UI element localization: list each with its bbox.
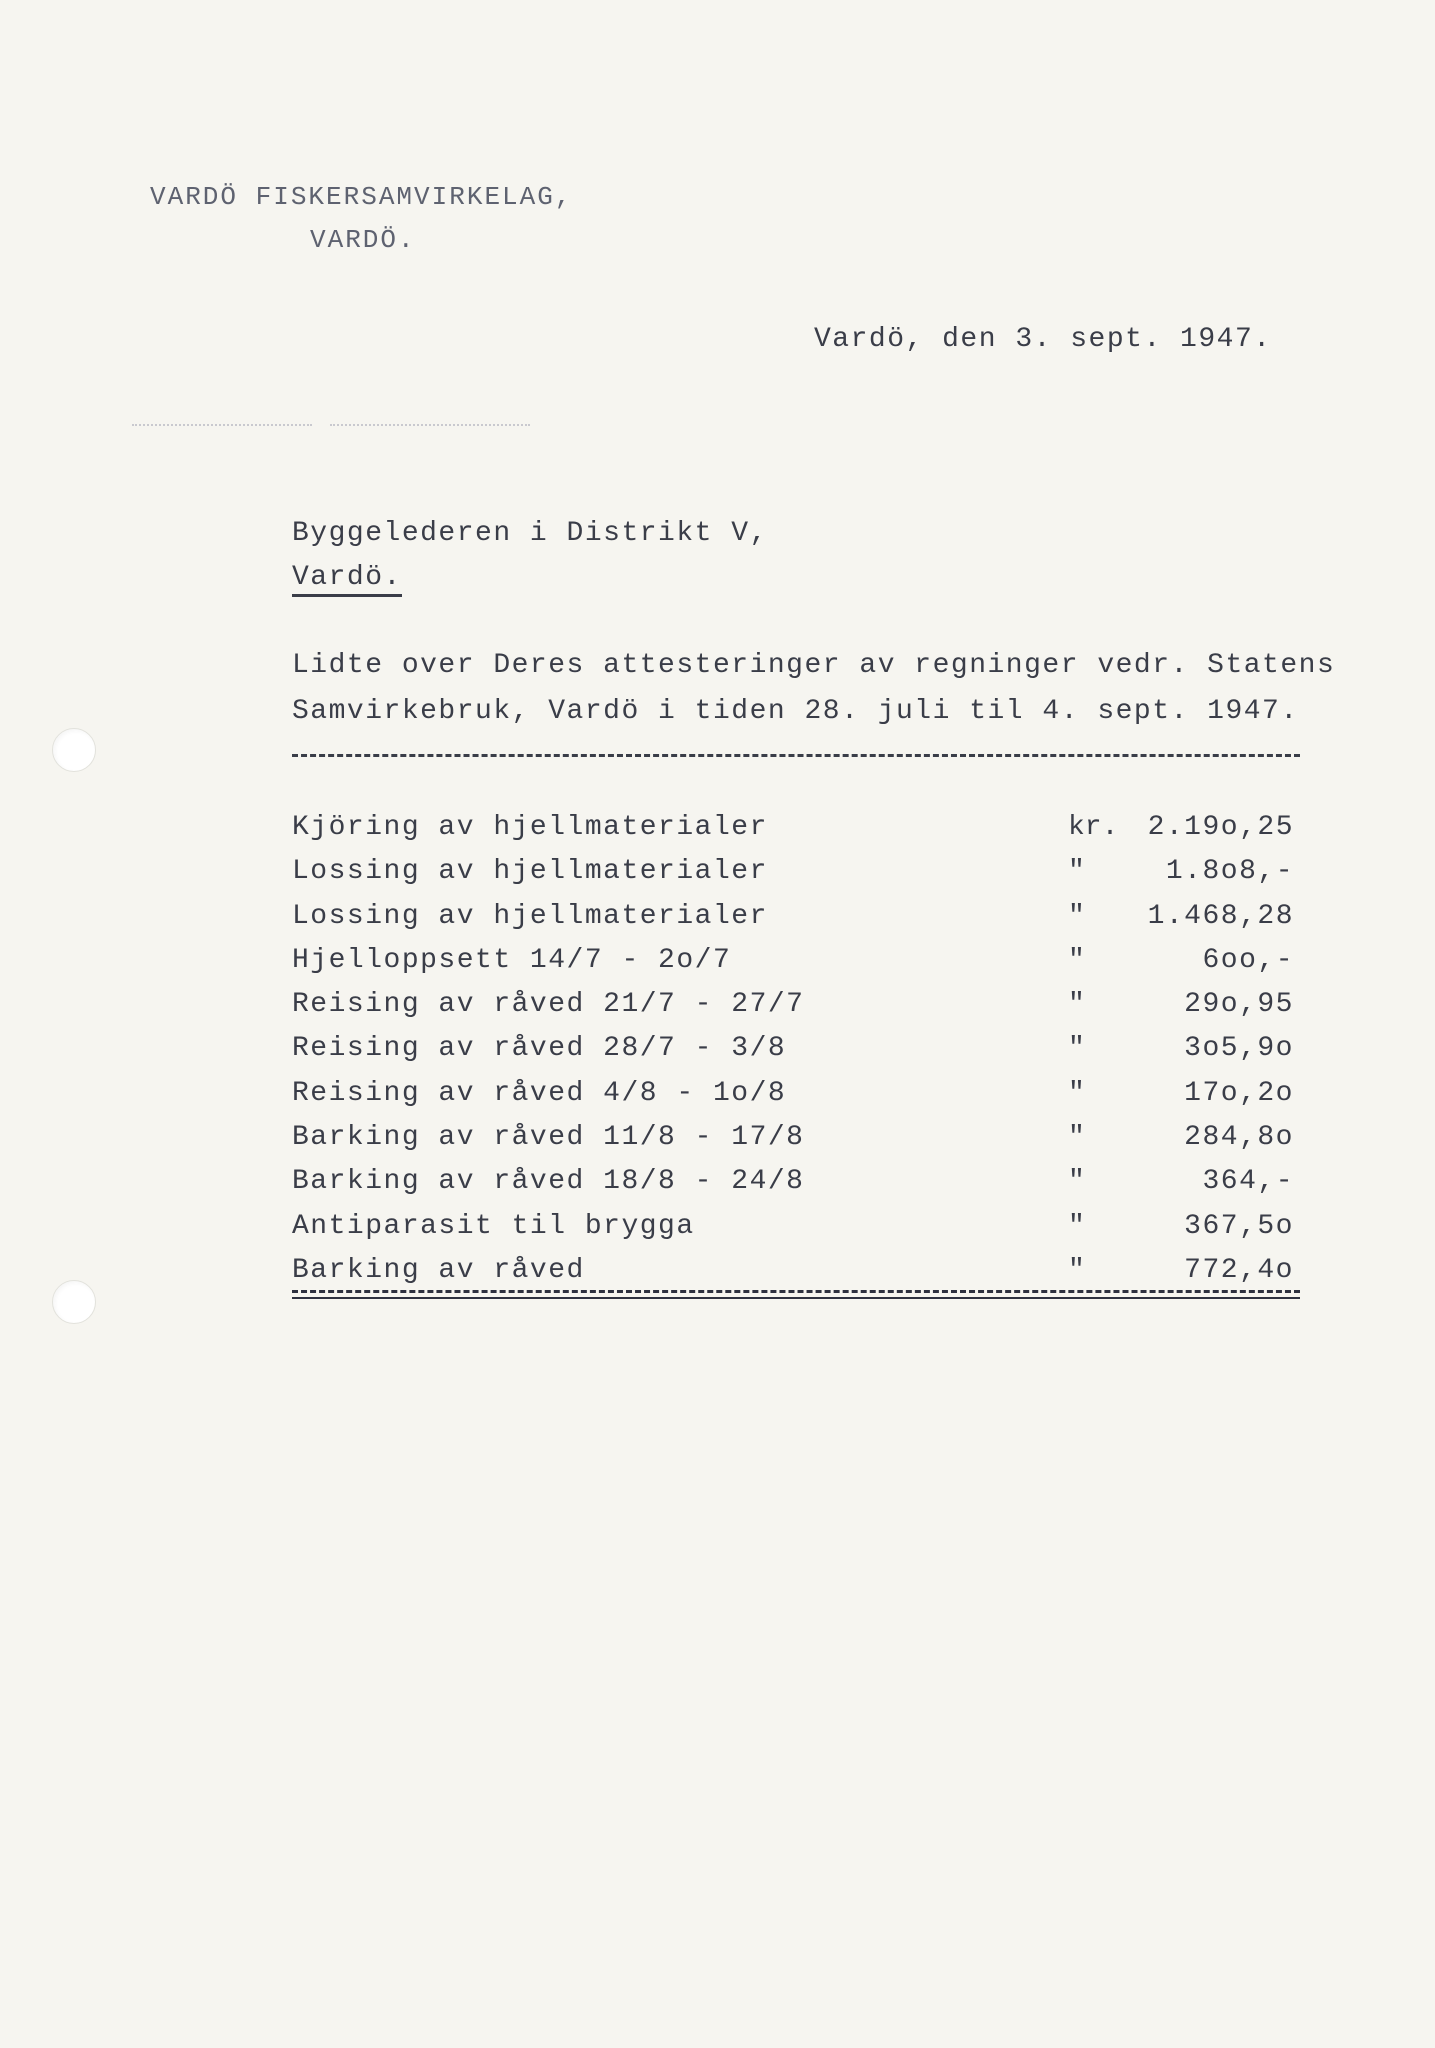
item-currency: " bbox=[1068, 1210, 1085, 1242]
subject-line2: Samvirkebruk, Vardö i tiden 28. juli til 4. sept. 1947. bbox=[292, 696, 1299, 727]
item-currency: " bbox=[1068, 856, 1085, 888]
item-currency: " bbox=[1068, 1254, 1085, 1286]
item-amount: 17o,2o bbox=[1184, 1077, 1294, 1109]
item-currency: " bbox=[1068, 1122, 1085, 1154]
item-amount: 29o,95 bbox=[1184, 989, 1294, 1021]
item-description: Antiparasit til brygga bbox=[292, 1210, 695, 1242]
faint-mark bbox=[330, 424, 530, 426]
item-amount: 772,4o bbox=[1184, 1254, 1294, 1286]
invoice-table bbox=[292, 812, 1302, 1299]
item-description: Barking av råved 18/8 - 24/8 bbox=[292, 1166, 805, 1198]
item-amount: 284,8o bbox=[1184, 1122, 1294, 1154]
letterhead-line1: VARDÖ FISKERSAMVIRKELAG, bbox=[150, 182, 573, 212]
item-amount: 1.8o8,- bbox=[1165, 856, 1294, 888]
table-row bbox=[292, 1166, 1302, 1210]
table-row bbox=[292, 1033, 1302, 1077]
item-currency: " bbox=[1068, 989, 1085, 1021]
item-amount: 6oo,- bbox=[1202, 944, 1294, 976]
table-row bbox=[292, 856, 1302, 900]
separator-rule bbox=[292, 754, 1300, 757]
item-amount: 367,5o bbox=[1184, 1210, 1294, 1242]
item-amount: 2.19o,25 bbox=[1147, 812, 1294, 843]
item-amount: 3o5,9o bbox=[1184, 1033, 1294, 1065]
item-currency: " bbox=[1068, 900, 1085, 932]
item-amount: 1.468,28 bbox=[1147, 900, 1294, 932]
item-description: Hjelloppsett 14/7 - 2o/7 bbox=[292, 944, 732, 976]
table-row bbox=[292, 989, 1302, 1033]
table-row bbox=[292, 1211, 1302, 1255]
table-row bbox=[292, 1122, 1302, 1166]
item-currency: " bbox=[1068, 1166, 1085, 1198]
subject-line1: Lidte over Deres attesteringer av regninger vedr. Statens bbox=[292, 650, 1336, 681]
punch-hole bbox=[52, 1280, 96, 1324]
faint-mark bbox=[132, 424, 312, 426]
item-description: Kjöring av hjellmaterialer bbox=[292, 812, 768, 843]
table-row bbox=[292, 945, 1302, 989]
item-currency: kr. bbox=[1068, 812, 1119, 843]
punch-hole bbox=[52, 728, 96, 772]
item-description: Reising av råved 21/7 - 27/7 bbox=[292, 989, 805, 1021]
item-description: Barking av råved bbox=[292, 1254, 585, 1286]
table-row bbox=[292, 812, 1302, 856]
letterhead-line2: VARDÖ. bbox=[310, 225, 416, 255]
item-amount: 364,- bbox=[1202, 1166, 1294, 1198]
final-solid-rule bbox=[292, 1297, 1300, 1299]
final-dashed-rule bbox=[292, 1290, 1300, 1293]
item-description: Lossing av hjellmaterialer bbox=[292, 856, 768, 888]
item-description: Barking av råved 11/8 - 17/8 bbox=[292, 1122, 805, 1154]
item-currency: " bbox=[1068, 1033, 1085, 1065]
table-row bbox=[292, 1078, 1302, 1122]
item-currency: " bbox=[1068, 944, 1085, 976]
item-description: Reising av råved 28/7 - 3/8 bbox=[292, 1033, 787, 1065]
item-description: Lossing av hjellmaterialer bbox=[292, 900, 768, 932]
recipient-line2: Vardö. bbox=[292, 564, 402, 597]
recipient-line1: Byggelederen i Distrikt V, bbox=[292, 518, 768, 549]
date-line: Vardö, den 3. sept. 1947. bbox=[814, 324, 1272, 355]
item-description: Reising av råved 4/8 - 1o/8 bbox=[292, 1077, 787, 1109]
table-row bbox=[292, 901, 1302, 945]
item-currency: " bbox=[1068, 1077, 1085, 1109]
